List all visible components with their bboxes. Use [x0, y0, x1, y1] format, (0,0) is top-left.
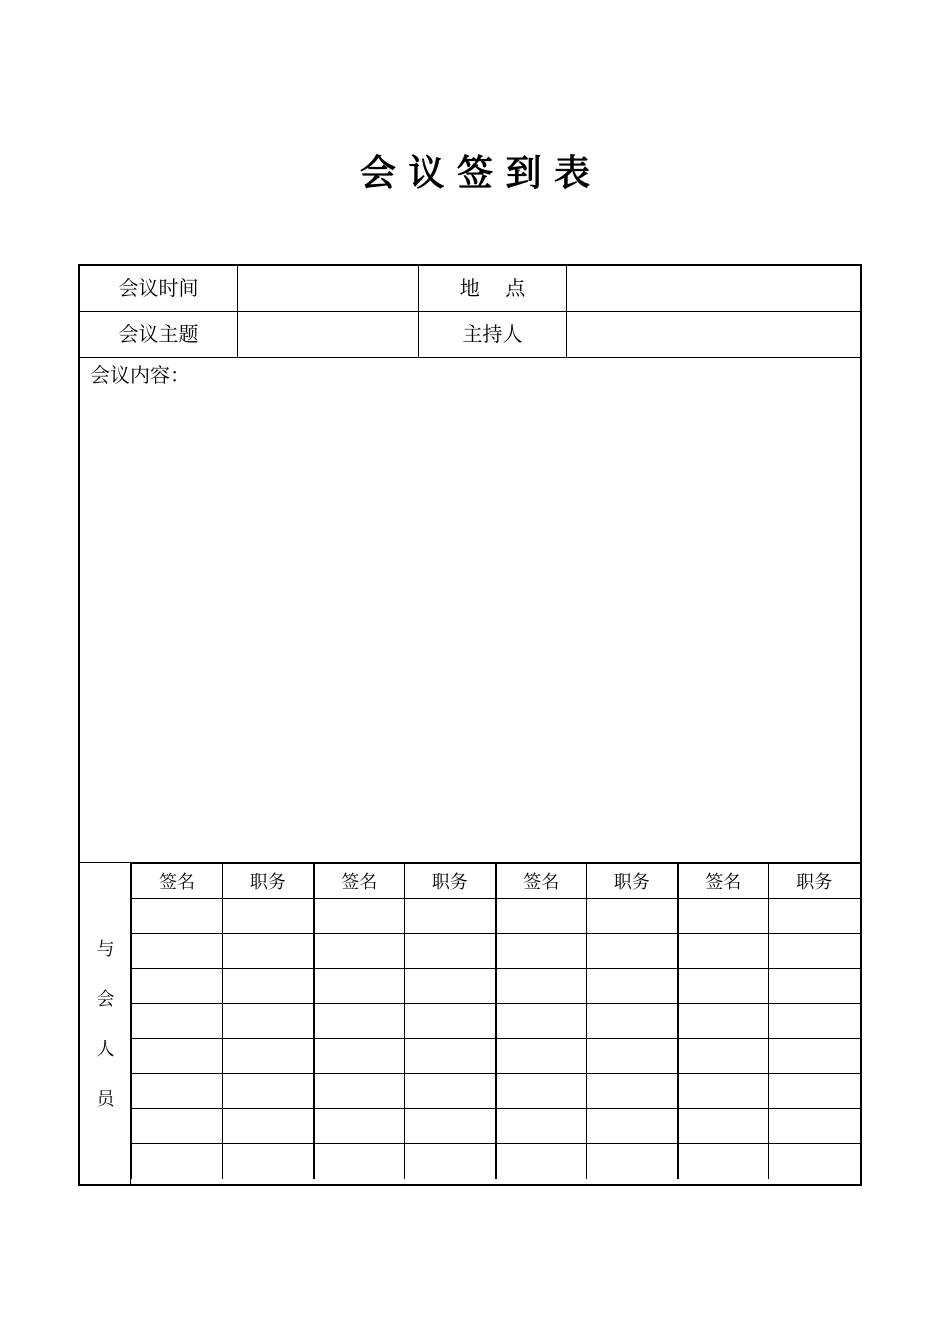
column-header-position: 职务 [223, 864, 314, 899]
meeting-topic-label: 会议主题 [118, 322, 199, 346]
position-cell[interactable] [405, 1144, 496, 1179]
column-header-signature: 签名 [678, 864, 769, 899]
position-cell[interactable] [769, 1074, 860, 1109]
attendee-table [131, 863, 860, 1179]
position-cell[interactable] [223, 1109, 314, 1144]
table-row [132, 1074, 860, 1109]
table-row [132, 1004, 860, 1039]
signature-cell[interactable] [132, 934, 223, 969]
signature-cell[interactable] [496, 1039, 587, 1074]
position-cell[interactable] [587, 969, 678, 1004]
signature-cell[interactable] [678, 969, 769, 1004]
position-cell[interactable] [587, 1039, 678, 1074]
place-label: 地 点 [459, 276, 526, 300]
signature-cell[interactable] [496, 1074, 587, 1109]
signature-cell[interactable] [678, 1144, 769, 1179]
position-cell[interactable] [223, 899, 314, 934]
column-header-signature: 签名 [496, 864, 587, 899]
position-cell[interactable] [587, 934, 678, 969]
position-cell[interactable] [769, 1004, 860, 1039]
signature-cell[interactable] [496, 899, 587, 934]
signature-cell[interactable] [678, 899, 769, 934]
meeting-content-area[interactable] [80, 358, 860, 862]
position-cell[interactable] [587, 1074, 678, 1109]
position-cell[interactable] [587, 1109, 678, 1144]
position-cell[interactable] [223, 1074, 314, 1109]
signature-cell[interactable] [496, 1144, 587, 1179]
position-cell[interactable] [769, 934, 860, 969]
position-cell[interactable] [769, 1109, 860, 1144]
signature-cell[interactable] [678, 1004, 769, 1039]
position-cell[interactable] [405, 1039, 496, 1074]
attendees-side-label [80, 863, 131, 1186]
side-char: 会 [96, 988, 115, 1010]
table-row [132, 899, 860, 934]
column-header-position: 职务 [769, 864, 860, 899]
signature-cell[interactable] [132, 1109, 223, 1144]
meeting-time-field[interactable] [238, 266, 418, 311]
signature-cell[interactable] [496, 1109, 587, 1144]
signature-cell[interactable] [314, 1039, 405, 1074]
signature-cell[interactable] [132, 899, 223, 934]
meeting-time-label: 会议时间 [118, 276, 199, 300]
signature-cell[interactable] [314, 899, 405, 934]
position-cell[interactable] [769, 1144, 860, 1179]
signature-cell[interactable] [496, 1004, 587, 1039]
column-header-position: 职务 [405, 864, 496, 899]
table-row [132, 1144, 860, 1179]
position-cell[interactable] [223, 934, 314, 969]
meeting-content-label: 会议内容： [90, 363, 190, 387]
host-label: 主持人 [462, 322, 523, 346]
position-cell[interactable] [223, 1039, 314, 1074]
host-field[interactable] [567, 312, 860, 357]
position-cell[interactable] [405, 1109, 496, 1144]
signature-cell[interactable] [678, 1039, 769, 1074]
position-cell[interactable] [405, 934, 496, 969]
signature-cell[interactable] [314, 1144, 405, 1179]
table-row [132, 934, 860, 969]
place-field[interactable] [567, 266, 860, 311]
position-cell[interactable] [769, 899, 860, 934]
meeting-topic-field[interactable] [238, 312, 418, 357]
page-title: 会 议 签 到 表 [359, 153, 591, 194]
signature-cell[interactable] [496, 969, 587, 1004]
side-char: 与 [96, 938, 115, 960]
signature-cell[interactable] [678, 1074, 769, 1109]
signature-cell[interactable] [132, 1039, 223, 1074]
signature-cell[interactable] [314, 1074, 405, 1109]
position-cell[interactable] [587, 899, 678, 934]
attendee-header-row [132, 864, 860, 899]
signature-cell[interactable] [314, 1004, 405, 1039]
signature-cell[interactable] [678, 1109, 769, 1144]
column-header-signature: 签名 [132, 864, 223, 899]
signature-cell[interactable] [496, 934, 587, 969]
signature-cell[interactable] [132, 1144, 223, 1179]
position-cell[interactable] [223, 1004, 314, 1039]
position-cell[interactable] [405, 969, 496, 1004]
position-cell[interactable] [223, 969, 314, 1004]
signature-cell[interactable] [678, 934, 769, 969]
position-cell[interactable] [405, 1074, 496, 1109]
table-row [132, 969, 860, 1004]
position-cell[interactable] [587, 1004, 678, 1039]
column-header-signature: 签名 [314, 864, 405, 899]
signature-cell[interactable] [132, 1004, 223, 1039]
sign-in-form [78, 264, 862, 1186]
table-row [132, 1109, 860, 1144]
signature-cell[interactable] [314, 969, 405, 1004]
position-cell[interactable] [405, 899, 496, 934]
side-char: 员 [96, 1088, 115, 1110]
position-cell[interactable] [769, 1039, 860, 1074]
position-cell[interactable] [769, 969, 860, 1004]
column-header-position: 职务 [587, 864, 678, 899]
side-char: 人 [96, 1038, 115, 1060]
signature-cell[interactable] [314, 1109, 405, 1144]
table-row [132, 1039, 860, 1074]
signature-cell[interactable] [132, 1074, 223, 1109]
position-cell[interactable] [405, 1004, 496, 1039]
position-cell[interactable] [587, 1144, 678, 1179]
signature-cell[interactable] [314, 934, 405, 969]
position-cell[interactable] [223, 1144, 314, 1179]
signature-cell[interactable] [132, 969, 223, 1004]
